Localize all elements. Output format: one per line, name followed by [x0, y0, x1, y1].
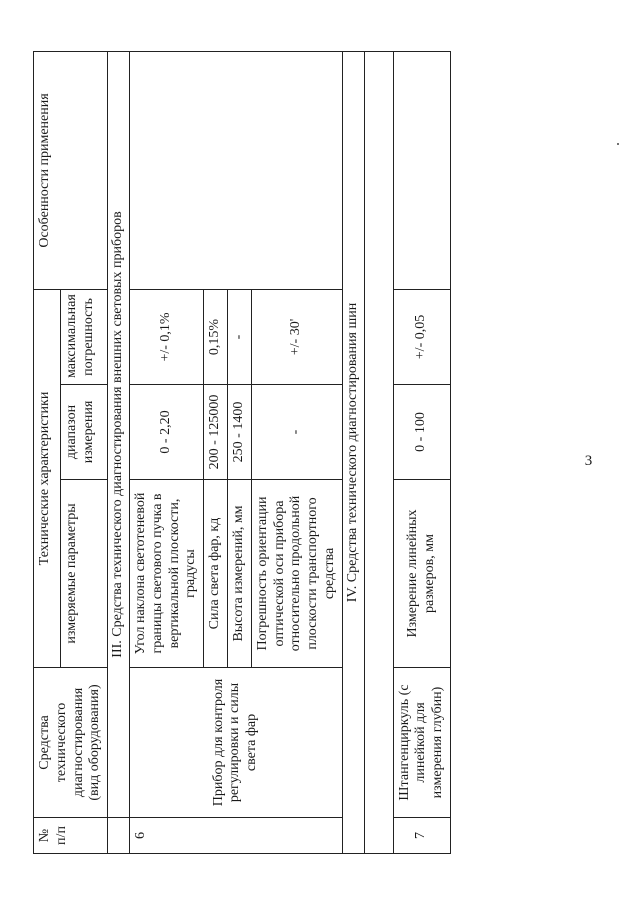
- table-row: [393, 52, 450, 854]
- error-cell: 0,15%: [204, 289, 228, 384]
- header-params: измеряемые параметры: [61, 480, 108, 668]
- row-number: 7: [393, 818, 450, 854]
- header-range: диапазон измерения: [61, 385, 108, 480]
- header-tool: Средства технического диагностирования (вид оборудования): [34, 668, 108, 818]
- equipment-table: [33, 51, 451, 854]
- section-title: IV. Средства технического диагностирования шин: [342, 52, 364, 854]
- range-cell: 0 - 2,20: [129, 385, 203, 480]
- error-cell: +/- 0,1%: [129, 289, 203, 384]
- table-row: [129, 52, 203, 854]
- param-cell: Погрешность ориентации оптической оси прибора относительно продольной плоскости транспортного средства: [251, 480, 342, 668]
- tool-name: Штангенциркуль (с линейкой для измерения глубин): [393, 668, 450, 818]
- header-row: [34, 52, 61, 854]
- page-number: 3: [584, 452, 593, 469]
- param-cell: Измерение линейных размеров, мм: [393, 480, 450, 668]
- header-num: № п/п: [34, 818, 108, 854]
- header-error: максимальная погрешность: [61, 289, 108, 384]
- error-cell: +/- 0,05: [393, 289, 450, 384]
- param-cell: Сила света фар, кд: [204, 480, 228, 668]
- error-cell: -: [227, 289, 251, 384]
- header-features: Особенности применения: [34, 52, 108, 290]
- section-title: III. Средства технического диагностирования внешних световых приборов: [108, 52, 130, 818]
- error-cell: +/- 30': [251, 289, 342, 384]
- features-cell: [129, 52, 342, 290]
- section-row: [342, 52, 364, 854]
- param-cell: Высота измерений, мм: [227, 480, 251, 668]
- range-cell: 250 - 1400: [227, 385, 251, 480]
- features-cell: [393, 52, 450, 290]
- param-cell: Угол наклона светотеневой границы светового пучка в вертикальной плоскости, градусы: [129, 480, 203, 668]
- range-cell: -: [251, 385, 342, 480]
- tool-name: Прибор для контроля регулировки и силы света фар: [129, 668, 342, 818]
- range-cell: 200 - 125000: [204, 385, 228, 480]
- range-cell: 0 - 100: [393, 385, 450, 480]
- header-tech: Технические характеристики: [34, 289, 61, 667]
- section-row: [108, 52, 130, 854]
- scan-mark: [617, 143, 619, 145]
- row-number: 6: [129, 818, 342, 854]
- spacer-row: [364, 52, 393, 854]
